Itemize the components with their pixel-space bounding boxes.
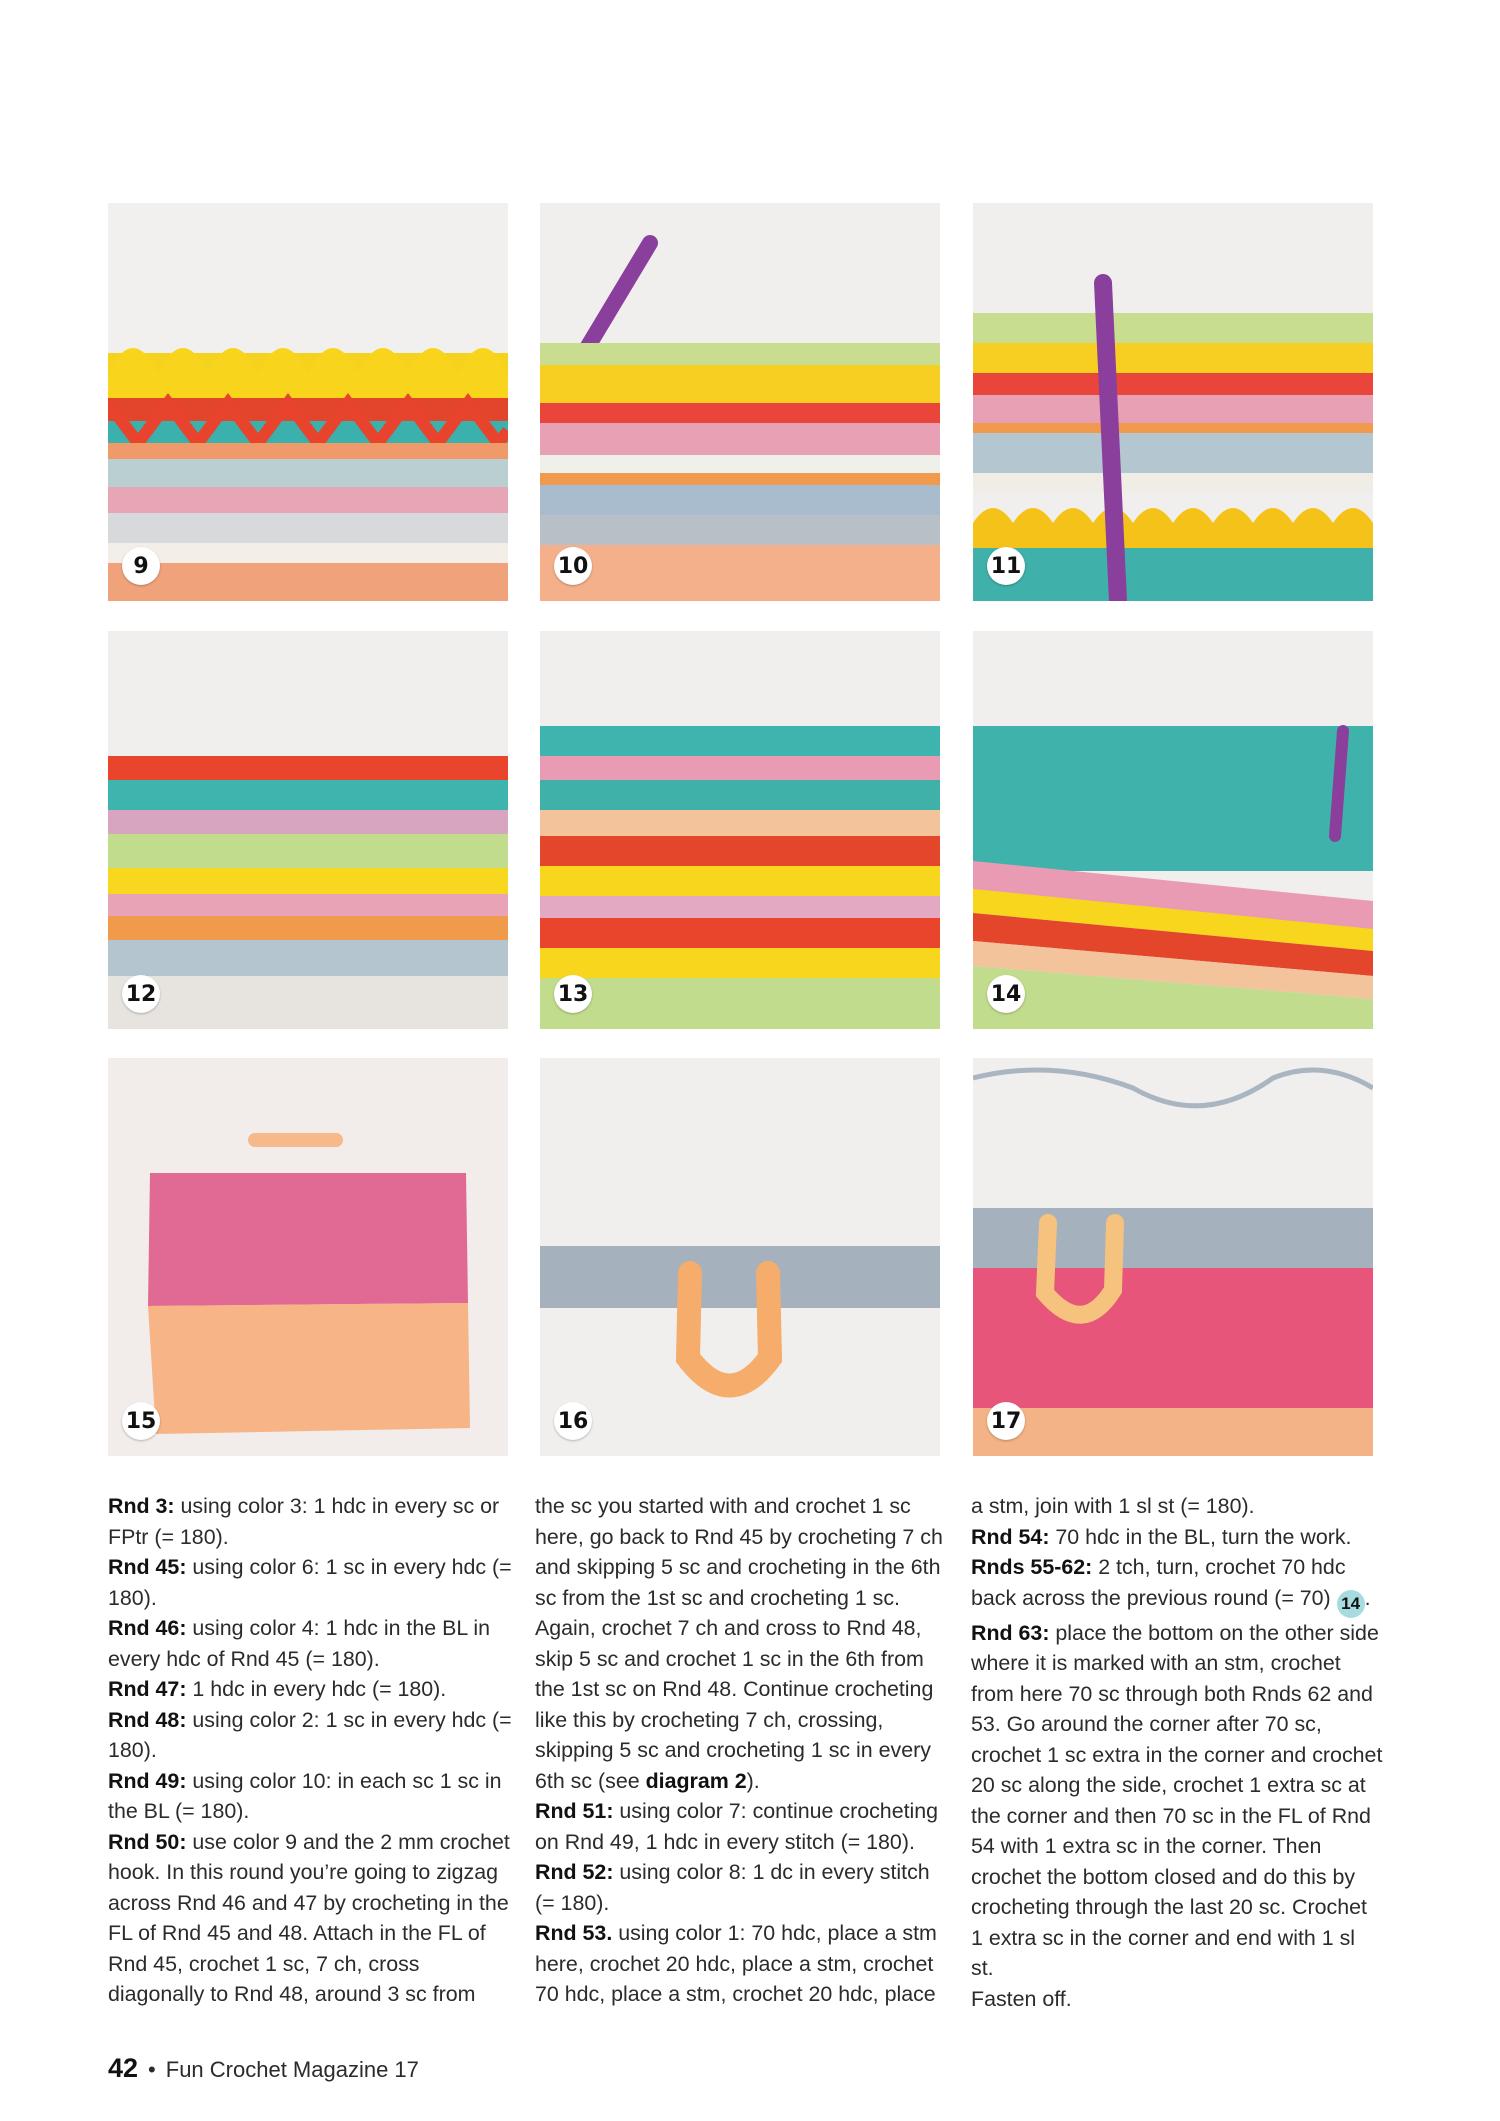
instruction-rnd-53-cont: a stm, join with 1 sl st (= 180). bbox=[971, 1494, 1255, 1518]
photo-reference-badge: 14 bbox=[1337, 1590, 1365, 1618]
crochet-photo-17 bbox=[973, 1058, 1373, 1456]
step-number-badge: 16 bbox=[554, 1402, 592, 1440]
text-column-3 bbox=[971, 1491, 1383, 2014]
crochet-photo-10 bbox=[540, 203, 940, 601]
instruction-rnd-51: Rnd 51: using color 7: continue crocheting on Rnd 49, 1 hdc in every stitch (= 180). bbox=[535, 1799, 939, 1854]
crochet-photo-15 bbox=[108, 1058, 508, 1456]
step-number-badge: 17 bbox=[987, 1402, 1025, 1440]
photo-9 bbox=[108, 203, 508, 601]
footer-bullet: • bbox=[148, 2057, 156, 2082]
instruction-rnds-55-62: Rnds 55-62: 2 tch, turn, crochet 70 hdc back across the previous round (= 70) 14 . bbox=[971, 1552, 1383, 1618]
photo-14 bbox=[973, 631, 1373, 1029]
instruction-rnd-46: Rnd 46: using color 4: 1 hdc in the BL in every hdc of Rnd 45 (= 180). bbox=[108, 1616, 491, 1671]
step-number-badge: 15 bbox=[122, 1402, 160, 1440]
crochet-photo-11 bbox=[973, 203, 1373, 601]
step-number-badge: 11 bbox=[987, 547, 1025, 585]
instruction-rnd-50-cont: the sc you started with and crochet 1 sc here, go back to Rnd 45 by crocheting 7 ch and skipping 5 sc and crocheting in the 6th sc from the 1st sc and crocheting 1 sc. Again, crochet 7 ch and cross to Rnd 48, skip 5 sc and crochet 1 sc in the 6th from the 1st sc on Rnd 48. Continue crocheting like this by crocheting 7 ch, crossing, skipping 5 sc and crocheting 1 sc in every 6th sc (see diagram 2). bbox=[535, 1494, 943, 1793]
photo-17 bbox=[973, 1058, 1373, 1456]
crochet-photo-13 bbox=[540, 631, 940, 1029]
photo-13 bbox=[540, 631, 940, 1029]
instruction-rnd-50: Rnd 50: use color 9 and the 2 mm crochet hook. In this round you’re going to zigzag across Rnd 46 and 47 by crocheting in the FL of Rnd 45 and 48. Attach in the FL of Rnd 45, crochet 1 sc, 7 ch, cross diagonally to Rnd 48, around 3 sc from bbox=[108, 1829, 510, 2006]
instruction-rnd-45: Rnd 45: using color 6: 1 sc in every hdc (= 180). bbox=[108, 1555, 512, 1610]
photo-11 bbox=[973, 203, 1373, 601]
photo-16 bbox=[540, 1058, 940, 1456]
crochet-photo-9 bbox=[108, 203, 508, 601]
instruction-rnd-63: Rnd 63: place the bottom on the other side where it is marked with an stm, crochet from here 70 sc through both Rnds 62 and 53. Go around the corner after 70 sc, crochet 1 sc extra in the corner and crochet 20 sc along the side, crochet 1 extra sc at the corner and then 70 sc in the FL of Rnd 54 with 1 extra sc in the corner. Then crochet the bottom closed and do this by crocheting through the last 20 sc. Crochet 1 extra sc in the corner and end with 1 sl st. bbox=[971, 1620, 1383, 1981]
step-number-badge: 14 bbox=[987, 975, 1025, 1013]
instruction-rnd-52: Rnd 52: using color 8: 1 dc in every stitch (= 180). bbox=[535, 1860, 930, 1915]
crochet-photo-14 bbox=[973, 631, 1373, 1029]
instruction-rnd-54: Rnd 54: 70 hdc in the BL, turn the work. bbox=[971, 1524, 1352, 1549]
crochet-photo-12 bbox=[108, 631, 508, 1029]
step-number-badge: 13 bbox=[554, 975, 592, 1013]
instruction-rnd-53: Rnd 53. using color 1: 70 hdc, place a stm here, crochet 20 hdc, place a stm, crochet 70 hdc, place a stm, crochet 20 hdc, place bbox=[535, 1921, 937, 2006]
photo-10 bbox=[540, 203, 940, 601]
magazine-title: Fun Crochet Magazine 17 bbox=[165, 2057, 419, 2082]
page-number: 42 bbox=[108, 2053, 139, 2083]
text-column-1 bbox=[108, 1491, 520, 2010]
instruction-rnd-47: Rnd 47: 1 hdc in every hdc (= 180). bbox=[108, 1677, 447, 1701]
step-number-badge: 12 bbox=[122, 975, 160, 1013]
text-column-2 bbox=[535, 1491, 947, 2010]
instruction-rnd-48: Rnd 48: using color 2: 1 sc in every hdc (= 180). bbox=[108, 1707, 512, 1762]
photo-12 bbox=[108, 631, 508, 1029]
instruction-rnd-3: Rnd 3: using color 3: 1 hdc in every sc or FPtr (= 180). bbox=[108, 1494, 500, 1549]
instruction-rnd-49: Rnd 49: using color 10: in each sc 1 sc in the BL (= 180). bbox=[108, 1768, 502, 1823]
instruction-fasten-off: Fasten off. bbox=[971, 1986, 1072, 2011]
step-number-badge: 9 bbox=[122, 547, 160, 585]
page-footer bbox=[108, 2053, 419, 2084]
photo-15 bbox=[108, 1058, 508, 1456]
crochet-photo-16 bbox=[540, 1058, 940, 1456]
step-number-badge: 10 bbox=[554, 547, 592, 585]
